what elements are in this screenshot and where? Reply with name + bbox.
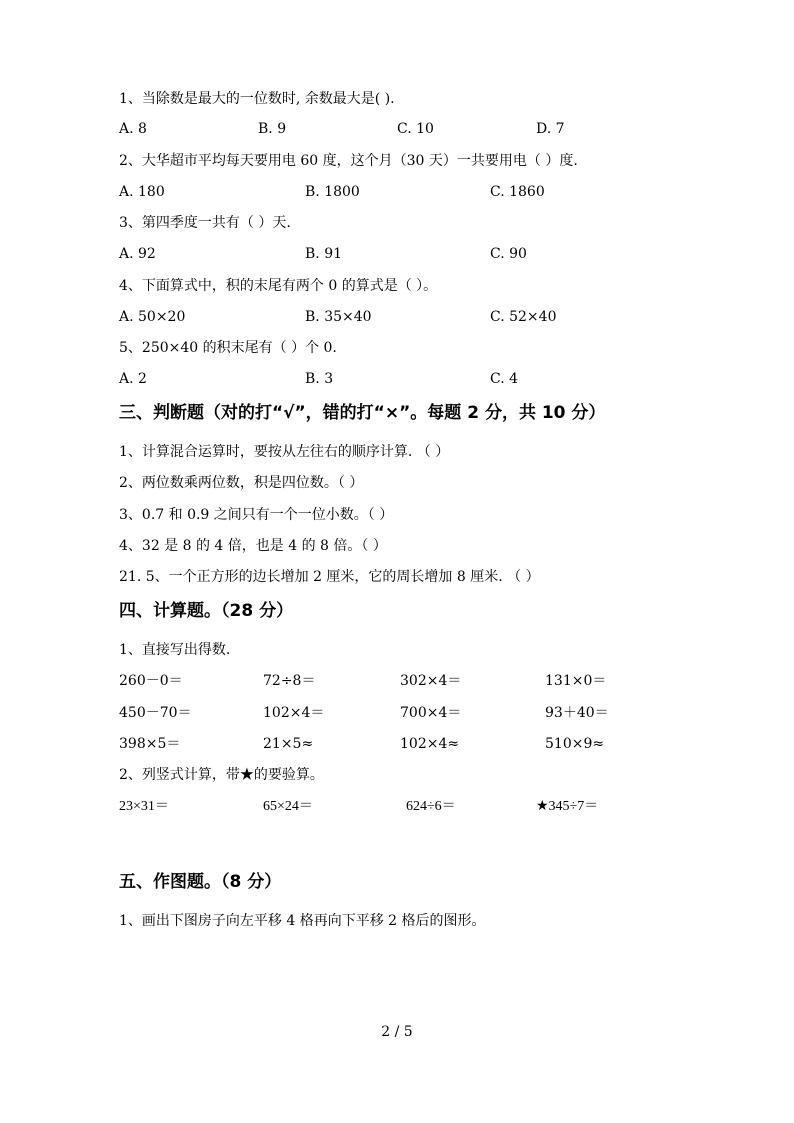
vertical-calc-item: ★345÷7＝: [536, 799, 599, 814]
section-5-heading: 五、作图题。（8 分）: [119, 872, 282, 892]
vertical-calc-item: 65×24＝: [263, 799, 313, 814]
mc-3-option-b: B. 91: [305, 246, 343, 262]
calc-q2-label: 2、列竖式计算，带★的要验算。: [119, 767, 324, 783]
mc-question-1: 1、当除数是最大的一位数时, 余数最大是( ).: [119, 91, 395, 107]
judge-item-5: 21. 5、一个正方形的边长增加 2 厘米，它的周长增加 8 厘米. （ ）: [119, 569, 540, 585]
mc-4-option-b: B. 35×40: [305, 309, 372, 325]
mc-1-option-a: A. 8: [119, 121, 147, 137]
judge-item-4: 4、32 是 8 的 4 倍，也是 4 的 8 倍。（ ）: [119, 538, 387, 554]
mc-1-option-d: D. 7: [536, 121, 565, 137]
calc-cell: 72÷8＝: [263, 673, 316, 689]
mc-4-option-a: A. 50×20: [119, 309, 186, 325]
calc-cell: 131×0＝: [545, 673, 607, 689]
section-3-heading: 三、判断题（对的打“√”，错的打“×”。每题 2 分，共 10 分）: [119, 403, 606, 423]
calc-cell: 21×5≈: [263, 736, 314, 752]
calc-q1-label: 1、直接写出得数.: [119, 642, 231, 658]
mc-4-option-c: C. 52×40: [490, 309, 557, 325]
mc-question-4: 4、下面算式中，积的末尾有两个 0 的算式是（ ）。: [119, 278, 438, 294]
mc-question-5: 5、250×40 的积末尾有（ ）个 0.: [119, 340, 337, 356]
mc-1-option-c: C. 10: [397, 121, 434, 137]
judge-item-2: 2、两位数乘两位数，积是四位数。（ ）: [119, 475, 364, 491]
judge-item-1: 1、计算混合运算时，要按从左往右的顺序计算. （ ）: [119, 444, 450, 460]
mc-question-3: 3、第四季度一共有（ ）天.: [119, 215, 291, 231]
page-number: 2 / 5: [381, 1024, 413, 1040]
calc-cell: 102×4≈: [400, 736, 460, 752]
mc-2-option-b: B. 1800: [305, 184, 360, 200]
vertical-calc-item: 23×31＝: [119, 799, 169, 814]
calc-cell: 700×4＝: [400, 705, 462, 721]
mc-5-option-c: C. 4: [490, 371, 519, 387]
mc-3-option-a: A. 92: [119, 246, 156, 262]
calc-cell: 102×4＝: [263, 705, 325, 721]
calc-cell: 510×9≈: [545, 736, 605, 752]
draw-q1-label: 1、画出下图房子向左平移 4 格再向下平移 2 格后的图形。: [119, 913, 486, 929]
mc-1-option-b: B. 9: [258, 121, 287, 137]
calc-cell: 302×4＝: [400, 673, 462, 689]
calc-cell: 260－0＝: [119, 673, 183, 689]
vertical-calc-item: 624÷6＝: [406, 799, 456, 814]
mc-5-option-b: B. 3: [305, 371, 334, 387]
calc-cell: 93＋40＝: [545, 705, 609, 721]
mc-2-option-a: A. 180: [119, 184, 165, 200]
mc-2-option-c: C. 1860: [490, 184, 545, 200]
section-4-heading: 四、计算题。（28 分）: [119, 601, 294, 621]
calc-cell: 450－70＝: [119, 705, 192, 721]
mc-3-option-c: C. 90: [490, 246, 527, 262]
mc-question-2: 2、大华超市平均每天要用电 60 度，这个月（30 天）一共要用电（ ）度.: [119, 153, 578, 169]
calc-cell: 398×5＝: [119, 736, 181, 752]
judge-item-3: 3、0.7 和 0.9 之间只有一个一位小数。（ ）: [119, 507, 394, 523]
mc-5-option-a: A. 2: [119, 371, 147, 387]
